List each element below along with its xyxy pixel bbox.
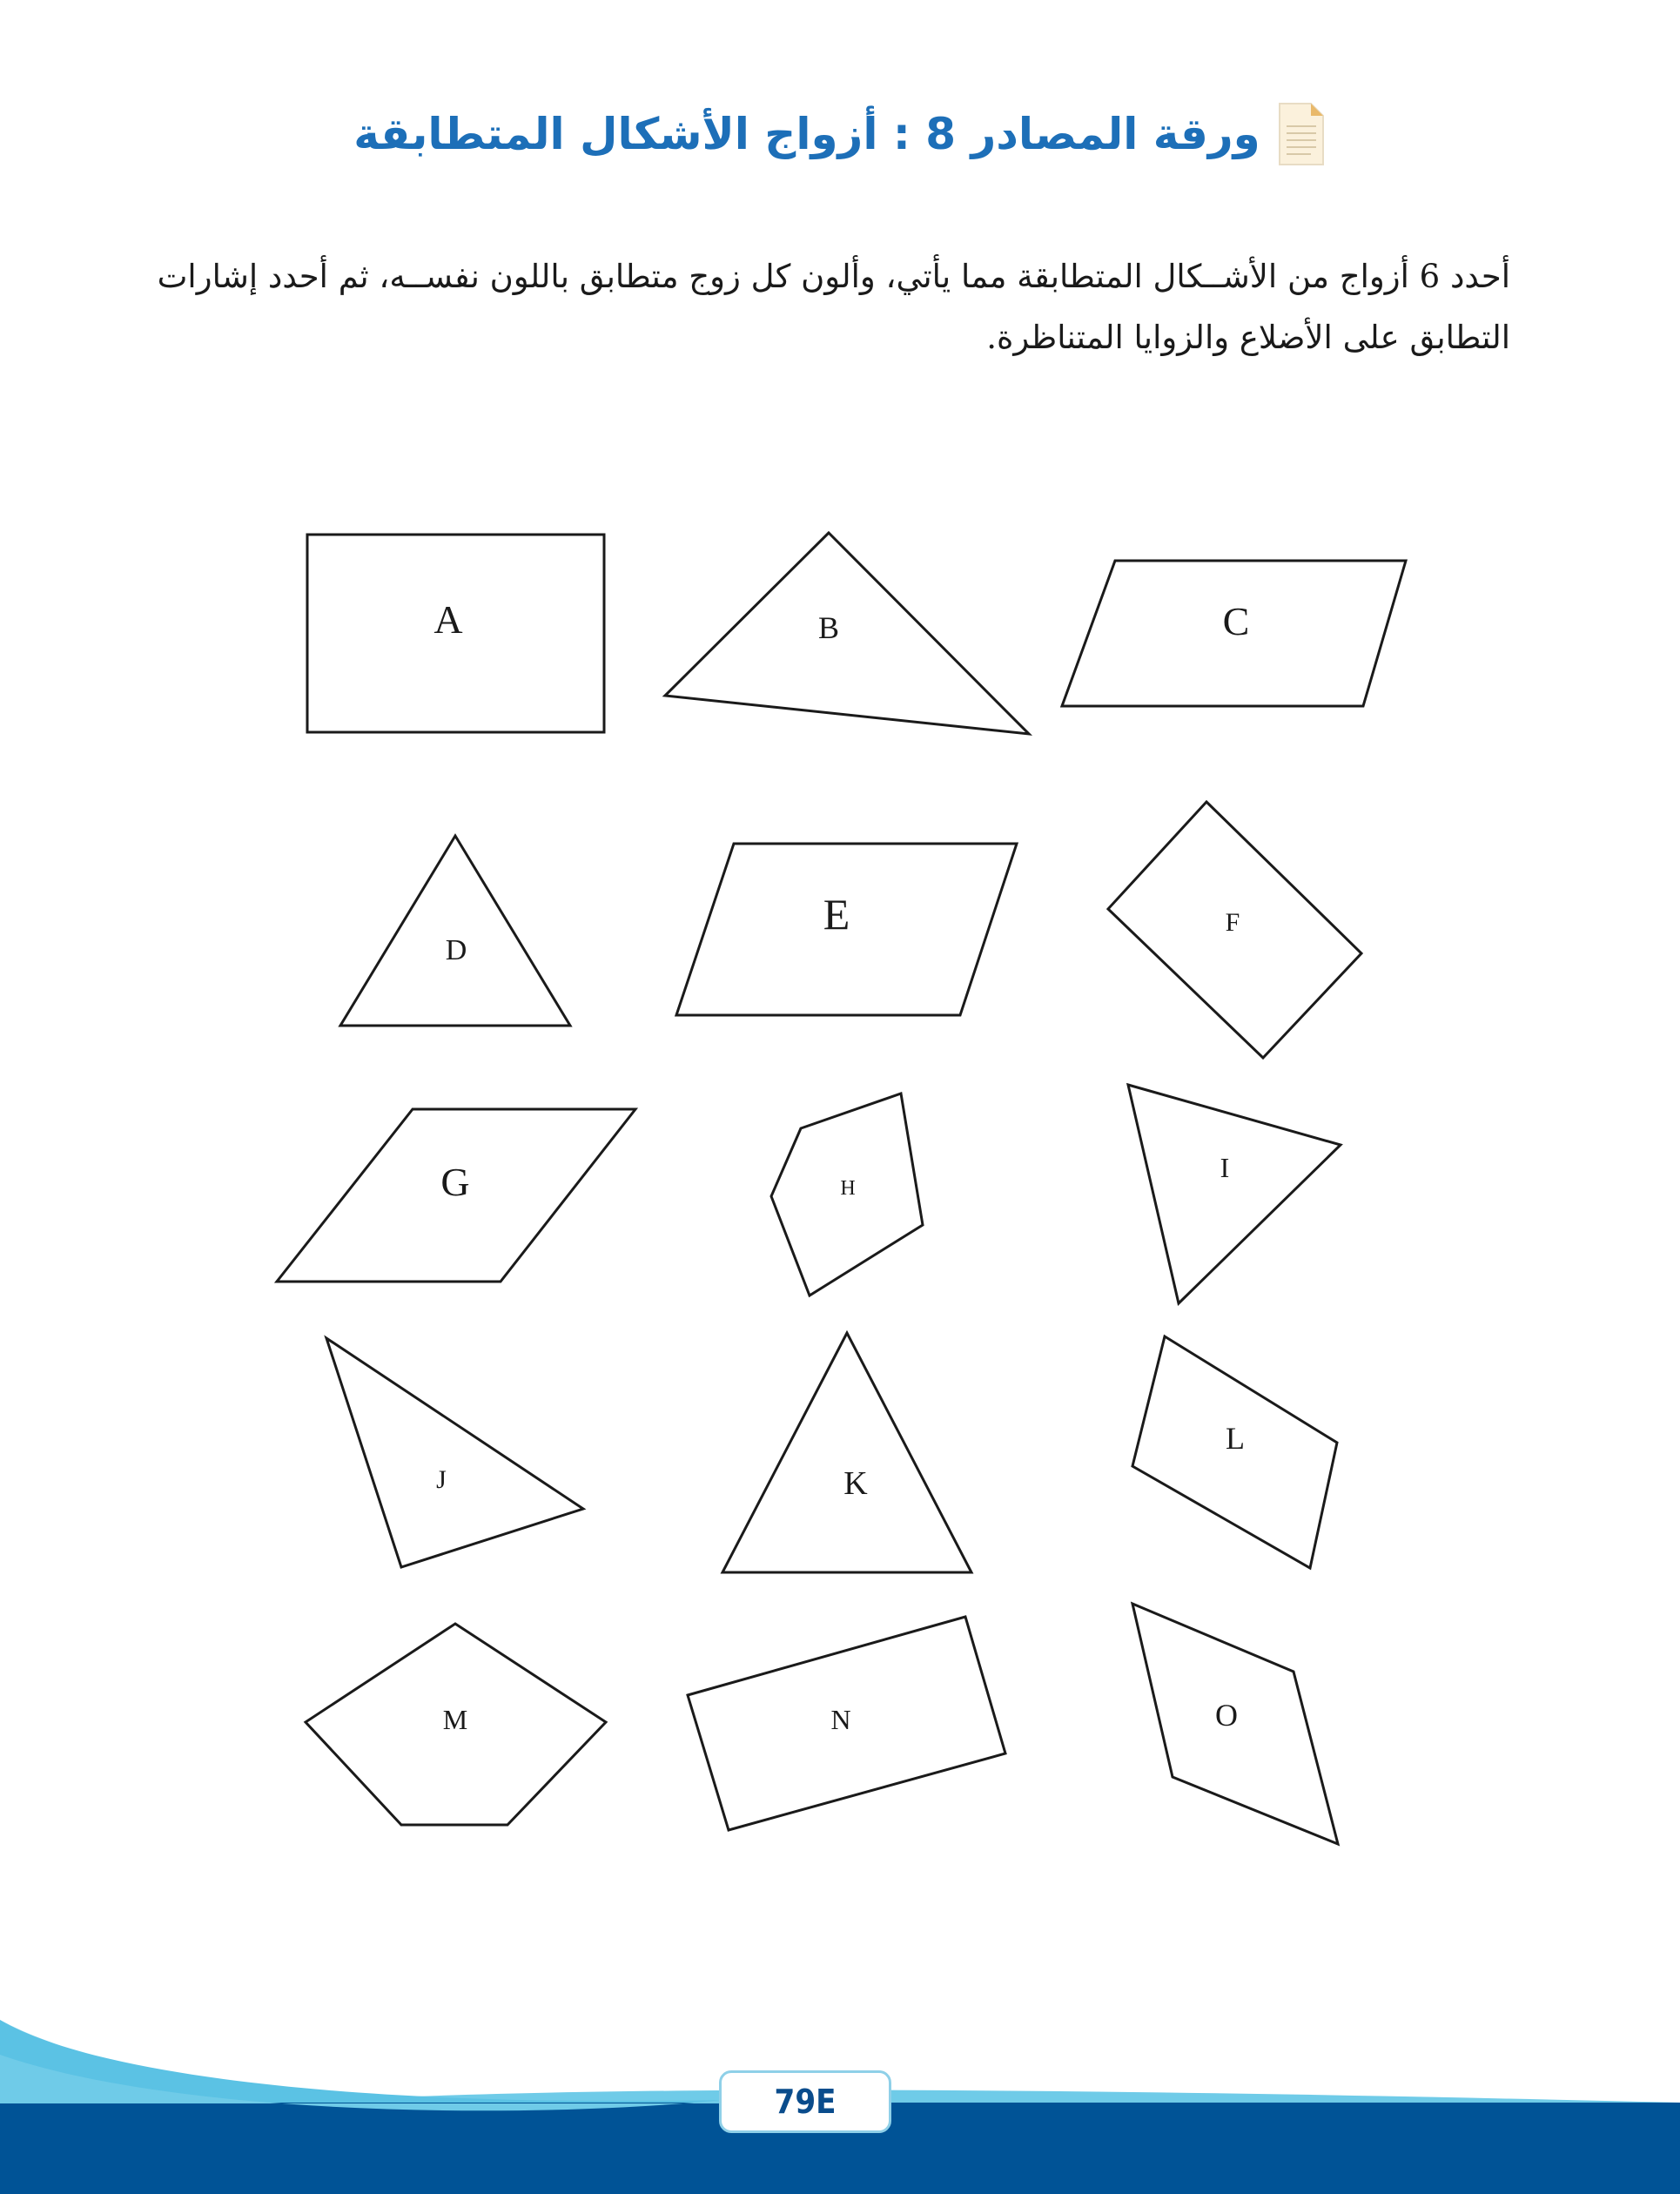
shape-label-a: A <box>433 597 463 642</box>
instructions-line-1: أحدد 6 أزواج من الأشــكال المتطابقة مما يأتي، وألون كل زوج متطابق باللون نفســه، ثم أحدد إشارات <box>157 258 1510 295</box>
shape-label-i: I <box>1220 1152 1230 1183</box>
page-number: 79E <box>719 2070 891 2133</box>
shape-label-h: H <box>840 1177 856 1200</box>
shape-label-j: J <box>436 1465 447 1494</box>
page-title: ورقة المصادر 8 : أزواج الأشكال المتطابقة <box>353 109 1260 159</box>
shape-d <box>340 836 570 1026</box>
shape-i <box>1128 1085 1341 1303</box>
shape-k <box>722 1333 971 1572</box>
shape-label-o: O <box>1215 1698 1238 1733</box>
shape-j <box>326 1338 583 1567</box>
shape-label-l: L <box>1226 1421 1245 1456</box>
shape-label-b: B <box>817 610 840 645</box>
shape-label-c: C <box>1222 599 1250 643</box>
shape-label-m: M <box>442 1704 468 1735</box>
shape-label-d: D <box>445 934 467 966</box>
shape-label-f: F <box>1225 908 1240 937</box>
shape-b <box>665 533 1029 734</box>
shape-label-n: N <box>830 1704 851 1735</box>
shape-label-e: E <box>823 890 850 939</box>
instructions-line-2: التطابق على الأضلاع والزوايا المتناظرة. <box>986 319 1510 356</box>
shape-label-g: G <box>440 1160 470 1204</box>
shape-label-k: K <box>843 1465 868 1502</box>
